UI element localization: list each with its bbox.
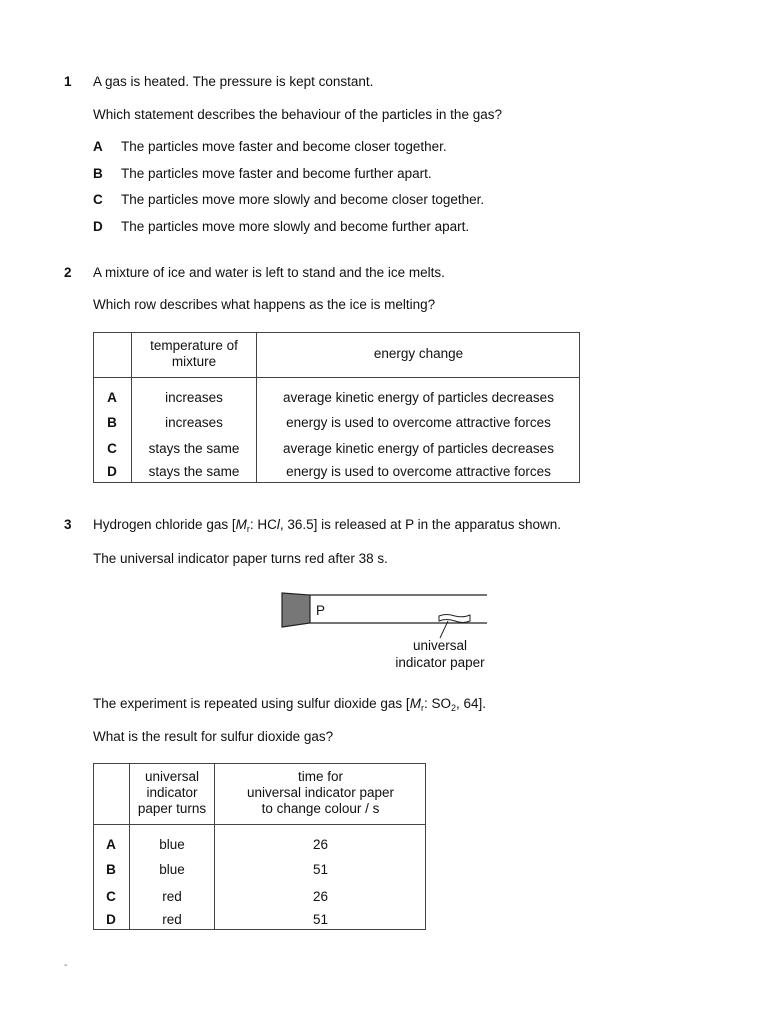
- q3-row-time: 26: [312, 837, 329, 852]
- footer-mark: -: [64, 960, 68, 971]
- question-3-observation: The universal indicator paper turns red after 38 s.: [93, 551, 388, 566]
- q3-row-colour: red: [130, 883, 215, 910]
- question-3-prompt: What is the result for sulfur dioxide gas?: [93, 729, 334, 744]
- q2-header-temperature-line2: mixture: [171, 354, 217, 370]
- q1-option-a-text: The particles move faster and become closer together.: [121, 139, 447, 154]
- question-1-number: 1: [64, 74, 72, 89]
- paper-label-line2: indicator paper: [395, 655, 485, 670]
- q2-header-energy: energy change: [257, 332, 581, 377]
- q1-option-b-text: The particles move faster and become further apart.: [121, 166, 432, 181]
- question-3-stem: Hydrogen chloride gas [$M_r$: HCl, 36.5] is released at P in the apparatus shown.: [93, 517, 562, 534]
- q1-option-c-letter: C: [93, 192, 103, 207]
- paper-label-line1: universal: [412, 638, 468, 653]
- q3-row-letter: C: [93, 883, 130, 910]
- q2-row-letter: B: [93, 409, 132, 435]
- question-2-prompt: Which row describes what happens as the ice is melting?: [93, 297, 436, 312]
- table-row: [93, 409, 580, 435]
- table-row: [93, 883, 426, 910]
- q3-header-blank: [93, 763, 130, 824]
- table-row: [93, 435, 580, 461]
- question-3-repeat: The experiment is repeated using sulfur dioxide gas [$M_r$: $SO_2$, 64].: [93, 696, 486, 713]
- q2-row-energy: energy is used to overcome attractive forces: [286, 464, 551, 479]
- q2-row-letter: C: [93, 435, 132, 461]
- q2-row-letter: D: [93, 461, 132, 483]
- q2-row-energy: average kinetic energy of particles decreases: [283, 390, 554, 405]
- q1-option-a-letter: A: [93, 139, 103, 154]
- q3-row-time: 26: [312, 889, 329, 904]
- q2-answer-table: [93, 332, 580, 483]
- q2-row-energy: energy is used to overcome attractive forces: [286, 414, 551, 430]
- q2-header-blank: [93, 332, 132, 377]
- q2-header-temperature: [132, 332, 257, 377]
- q1-option-c-text: The particles move more slowly and become closer together.: [121, 192, 485, 207]
- table-row: [93, 461, 580, 483]
- table-row: [93, 856, 426, 883]
- question-1-prompt: Which statement describes the behaviour of the particles in the gas?: [93, 107, 502, 122]
- question-2-number: 2: [64, 265, 72, 280]
- q3-row-colour: blue: [130, 856, 215, 883]
- q2-row-temp: increases: [132, 377, 257, 409]
- q2-row-temp: stays the same: [132, 461, 257, 483]
- q3-row-time: 51: [312, 862, 329, 877]
- q3-answer-table: [93, 763, 426, 930]
- q3-row-letter: A: [93, 824, 130, 856]
- q3-header-time: time for universal indicator paper to change colour / s: [215, 763, 427, 824]
- point-p-label: P: [316, 603, 326, 618]
- question-1-stem: A gas is heated. The pressure is kept constant.: [93, 74, 374, 89]
- table-row: [93, 377, 580, 409]
- q2-row-letter: A: [93, 377, 132, 409]
- q2-header-temperature-line1: temperature of: [150, 338, 238, 354]
- q3-row-time: 51: [312, 912, 329, 927]
- stopper-icon: [282, 593, 310, 627]
- q2-row-temp: stays the same: [132, 435, 257, 461]
- q3-header-colour: universal indicator paper turns: [130, 763, 215, 824]
- table-row: [93, 910, 426, 930]
- q3-row-letter: B: [93, 856, 130, 883]
- q3-row-colour: red: [130, 910, 215, 930]
- table-row: [93, 824, 426, 856]
- indicator-paper-icon: [439, 615, 470, 623]
- question-2-stem: A mixture of ice and water is left to stand and the ice melts.: [93, 265, 445, 280]
- q1-option-b-letter: B: [93, 166, 103, 181]
- q3-row-letter: D: [93, 910, 130, 930]
- q2-row-temp: increases: [132, 409, 257, 435]
- q1-option-d-text: The particles move more slowly and become further apart.: [121, 219, 470, 234]
- q3-row-colour: blue: [130, 824, 215, 856]
- question-3-number: 3: [64, 517, 72, 532]
- q2-row-energy: average kinetic energy of particles decreases: [283, 440, 554, 456]
- q1-option-d-letter: D: [93, 219, 103, 234]
